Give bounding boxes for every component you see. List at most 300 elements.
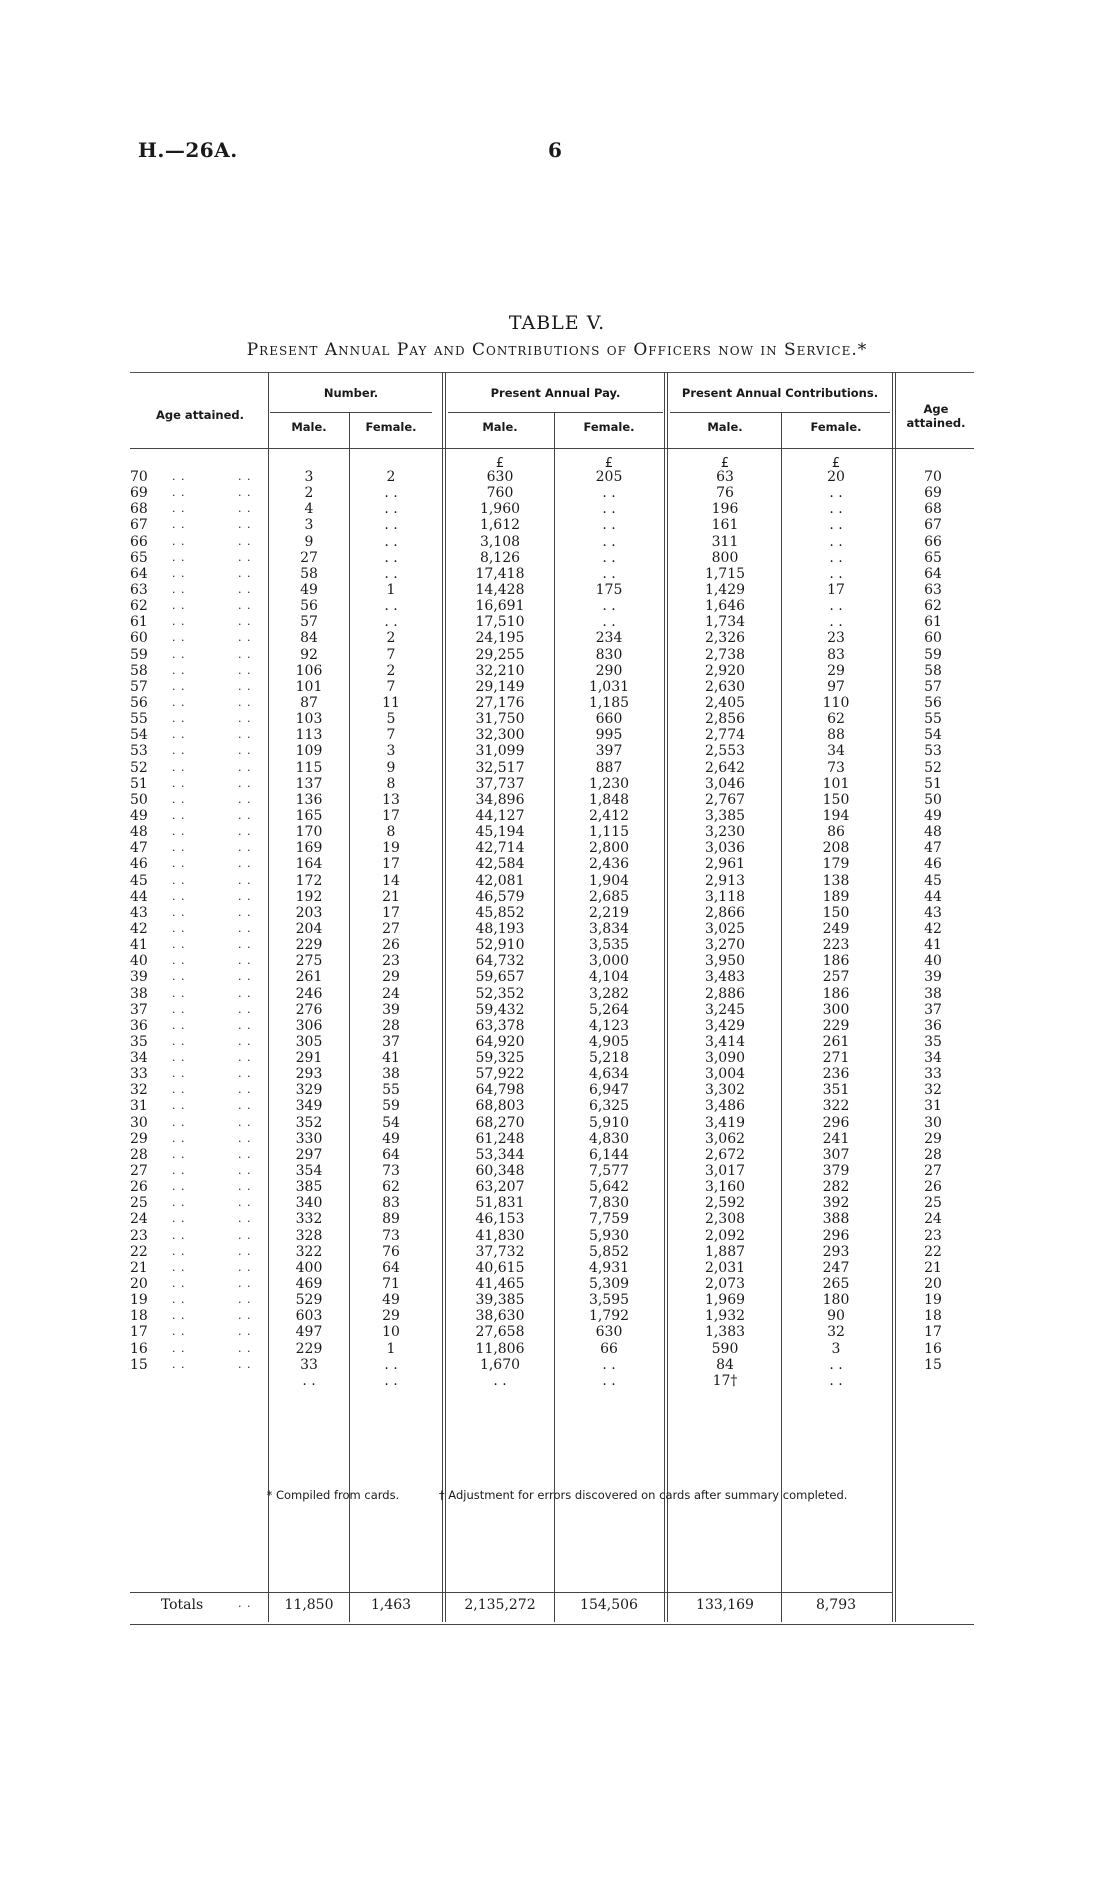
cell-age-right: 53 <box>924 743 942 760</box>
cell-age-right: 36 <box>924 1017 942 1034</box>
cell-contrib-male: 161 <box>711 517 739 534</box>
cell-pay-male: 37,737 <box>475 775 525 792</box>
cell-contrib-male: 1,383 <box>704 1324 746 1341</box>
cell-leader-dots: . . <box>238 970 252 984</box>
cell-leader-dots: . . <box>238 792 252 806</box>
currency-pay-female: £ <box>604 456 614 471</box>
footnote-star: * Compiled from cards. <box>266 1488 400 1502</box>
cell-leader-dots: . . <box>172 647 186 661</box>
cell-leader-dots: . . <box>238 679 252 693</box>
table-row <box>130 1018 974 1034</box>
cell-age-right: 46 <box>924 856 942 873</box>
cell-age-right: 60 <box>924 630 942 647</box>
cell-leader-dots: . . <box>172 695 186 709</box>
cell-number-female: 38 <box>382 1066 400 1083</box>
cell-leader-dots: . . <box>238 712 252 726</box>
cell-number-female: 39 <box>382 1001 400 1018</box>
cell-age: 29 <box>130 1130 148 1147</box>
header-age-attained: Age attained. <box>156 408 244 422</box>
cell-leader-dots: . . <box>238 647 252 661</box>
table-row <box>130 630 974 646</box>
cell-number-male: 275 <box>295 953 323 970</box>
cell-age-right: 48 <box>924 824 942 841</box>
cell-number-female: 41 <box>382 1050 400 1067</box>
cell-number-male: 385 <box>295 1179 323 1196</box>
cell-contrib-female: 379 <box>822 1163 850 1180</box>
cell-pay-male: 60,348 <box>475 1163 525 1180</box>
cell-age-right: 67 <box>924 517 942 534</box>
table-title: TABLE V. <box>508 312 606 334</box>
cell-pay-female: 630 <box>595 1324 623 1341</box>
cell-leader-dots: . . <box>172 728 186 742</box>
rule-number-group <box>270 412 432 413</box>
cell-contrib-female: 138 <box>822 872 850 889</box>
cell-contrib-female: 388 <box>822 1211 850 1228</box>
cell-contrib-male: 1,646 <box>704 598 746 615</box>
cell-age: 65 <box>130 549 148 566</box>
cell-leader-dots: . . <box>238 1357 252 1371</box>
cell-pay-male: 51,831 <box>475 1195 525 1212</box>
cell-age-right: 19 <box>924 1292 942 1309</box>
cell-pay-female: . . <box>602 517 616 534</box>
cell-number-male: 109 <box>295 743 323 760</box>
cell-number-female: . . <box>384 1356 398 1373</box>
cell-contrib-female: 73 <box>827 759 845 776</box>
cell-number-male: 246 <box>295 985 323 1002</box>
cell-leader-dots: . . <box>172 760 186 774</box>
cell-number-male: 113 <box>295 727 323 744</box>
cell-pay-female: 234 <box>595 630 623 647</box>
cell-number-female: . . <box>384 517 398 534</box>
cell-contrib-female: 261 <box>822 1033 850 1050</box>
cell-contrib-female: . . <box>829 614 843 631</box>
cell-pay-female: . . <box>602 1356 616 1373</box>
cell-leader-dots: . . <box>172 857 186 871</box>
cell-leader-dots: . . <box>238 954 252 968</box>
cell-leader-dots: . . <box>172 1196 186 1210</box>
cell-leader-dots: . . <box>172 470 186 483</box>
cell-contrib-male: 3,270 <box>704 937 746 954</box>
cell-leader-dots: . . <box>172 1180 186 1194</box>
cell-pay-male: 14,428 <box>475 581 525 598</box>
table-row <box>130 1098 974 1114</box>
cell-age-right: 49 <box>924 807 942 824</box>
cell-age: 24 <box>130 1211 148 1228</box>
cell-leader-dots: . . <box>238 486 252 500</box>
cell-pay-female: 1,904 <box>588 872 630 889</box>
cell-age-right: 20 <box>924 1276 942 1293</box>
cell-leader-dots: . . <box>238 1067 252 1081</box>
cell-leader-dots: . . <box>238 1083 252 1097</box>
cell-number-male: 330 <box>295 1130 323 1147</box>
cell-contrib-female: . . <box>829 549 843 566</box>
cell-contrib-female: 186 <box>822 953 850 970</box>
cell-pay-male: 16,691 <box>475 598 525 615</box>
cell-age-right: 35 <box>924 1033 942 1050</box>
cell-leader-dots: . . <box>172 1277 186 1291</box>
cell-number-female: . . <box>384 549 398 566</box>
cell-number-male: 469 <box>295 1276 323 1293</box>
cell-pay-male: 64,920 <box>475 1033 525 1050</box>
cell-contrib-female: 271 <box>822 1050 850 1067</box>
cell-leader-dots: . . <box>238 808 252 822</box>
cell-pay-male: 52,910 <box>475 937 525 954</box>
cell-number-male: 137 <box>295 775 323 792</box>
cell-number-male: 229 <box>295 937 323 954</box>
page-reference: H.—26A. <box>138 138 238 162</box>
cell-leader-dots: . . <box>238 470 252 483</box>
table-row <box>130 550 974 566</box>
header-pay-male: Male. <box>482 420 518 434</box>
cell-leader-dots: . . <box>172 663 186 677</box>
table-row <box>130 501 974 517</box>
cell-pay-male: 53,344 <box>475 1146 525 1163</box>
totals-row <box>130 1597 974 1619</box>
cell-age: 25 <box>130 1195 148 1212</box>
cell-pay-male: 41,830 <box>475 1227 525 1244</box>
cell-leader-dots: . . <box>172 825 186 839</box>
cell-contrib-male: 2,031 <box>704 1259 746 1276</box>
cell-age: 22 <box>130 1243 148 1260</box>
cell-age-right: 21 <box>924 1259 942 1276</box>
cell-contrib-male: 2,642 <box>704 759 746 776</box>
cell-pay-female: . . <box>602 565 616 582</box>
cell-contrib-male: 3,118 <box>704 888 746 905</box>
cell-contrib-male: 3,160 <box>704 1179 746 1196</box>
currency-pay-male: £ <box>495 456 505 471</box>
cell-pay-female: . . <box>602 533 616 550</box>
cell-number-female: 13 <box>382 791 400 808</box>
cell-leader-dots: . . <box>238 1341 252 1355</box>
cell-leader-dots: . . <box>172 1115 186 1129</box>
table-row <box>130 937 974 953</box>
cell-pay-female: . . <box>602 598 616 615</box>
cell-pay-male: 31,099 <box>475 743 525 760</box>
cell-number-male: 603 <box>295 1308 323 1325</box>
cell-number-male: . . <box>302 1372 316 1389</box>
cell-leader-dots: . . <box>238 502 252 516</box>
cell-pay-female: 175 <box>595 581 623 598</box>
cell-contrib-male: 3,036 <box>704 840 746 857</box>
cell-pay-female: 5,930 <box>588 1227 630 1244</box>
cell-pay-female: 5,852 <box>588 1243 630 1260</box>
cell-contrib-female: 241 <box>822 1130 850 1147</box>
cell-contrib-male: 2,073 <box>704 1276 746 1293</box>
cell-pay-female: . . <box>602 501 616 518</box>
cell-age: 41 <box>130 937 148 954</box>
cell-leader-dots: . . <box>238 582 252 596</box>
cell-contrib-male: 311 <box>711 533 739 550</box>
cell-leader-dots: . . <box>238 728 252 742</box>
cell-contrib-male: 3,429 <box>704 1017 746 1034</box>
cell-age-right: 42 <box>924 920 942 937</box>
cell-number-male: 291 <box>295 1050 323 1067</box>
table-row <box>130 905 974 921</box>
cell-age: 45 <box>130 872 148 889</box>
cell-leader-dots: . . <box>238 550 252 564</box>
cell-leader-dots: . . <box>238 1180 252 1194</box>
cell-number-male: 49 <box>300 581 318 598</box>
cell-age: 37 <box>130 1001 148 1018</box>
cell-age: 27 <box>130 1163 148 1180</box>
table-row <box>130 1211 974 1227</box>
table-row <box>130 614 974 630</box>
cell-leader-dots: . . <box>238 615 252 629</box>
cell-number-male: 204 <box>295 920 323 937</box>
cell-age: 15 <box>130 1356 148 1373</box>
cell-pay-female: 4,634 <box>588 1066 630 1083</box>
cell-contrib-female: 97 <box>827 678 845 695</box>
table-top-rule <box>130 372 974 373</box>
cell-leader-dots: . . <box>172 1051 186 1065</box>
table-row <box>130 986 974 1002</box>
cell-leader-dots: . . <box>172 1099 186 1113</box>
cell-leader-dots: . . <box>238 1196 252 1210</box>
cell-contrib-male: 3,483 <box>704 969 746 986</box>
cell-pay-female: . . <box>602 1372 616 1389</box>
cell-leader-dots: . . <box>238 663 252 677</box>
cell-contrib-male: 3,950 <box>704 953 746 970</box>
cell-number-male: 84 <box>300 630 318 647</box>
cell-pay-female: 1,792 <box>588 1308 630 1325</box>
header-present-annual-pay: Present Annual Pay. <box>490 386 621 400</box>
cell-leader-dots: . . <box>172 954 186 968</box>
table-row <box>130 743 974 759</box>
cell-leader-dots: . . <box>238 1115 252 1129</box>
table-row <box>130 856 974 872</box>
cell-pay-female: 3,595 <box>588 1292 630 1309</box>
cell-leader-dots: . . <box>172 1341 186 1355</box>
cell-pay-male: 42,714 <box>475 840 525 857</box>
cell-pay-female: 2,219 <box>588 904 630 921</box>
cell-pay-male: 63,378 <box>475 1017 525 1034</box>
cell-number-male: 229 <box>295 1340 323 1357</box>
cell-number-female: 17 <box>382 904 400 921</box>
cell-pay-male: 32,300 <box>475 727 525 744</box>
cell-age-right: 47 <box>924 840 942 857</box>
table-row <box>130 889 974 905</box>
header-contrib-female: Female. <box>810 420 862 434</box>
cell-number-male: 322 <box>295 1243 323 1260</box>
cell-contrib-female: 351 <box>822 1082 850 1099</box>
table-row <box>130 1147 974 1163</box>
cell-pay-male: 8,126 <box>479 549 521 566</box>
table-row <box>130 1082 974 1098</box>
cell-contrib-male: 2,767 <box>704 791 746 808</box>
cell-age-right: 57 <box>924 678 942 695</box>
cell-number-male: 192 <box>295 888 323 905</box>
cell-leader-dots: . . <box>238 889 252 903</box>
cell-pay-male: 39,385 <box>475 1292 525 1309</box>
cell-age-right: 38 <box>924 985 942 1002</box>
cell-contrib-female: 20 <box>827 469 845 485</box>
cell-pay-male: 64,798 <box>475 1082 525 1099</box>
cell-contrib-female: 296 <box>822 1227 850 1244</box>
cell-number-female: 17 <box>382 807 400 824</box>
cell-age: 47 <box>130 840 148 857</box>
cell-contrib-female: 247 <box>822 1259 850 1276</box>
cell-pay-male: 52,352 <box>475 985 525 1002</box>
cell-leader-dots: . . <box>238 1018 252 1032</box>
currency-contrib-female: £ <box>831 456 841 471</box>
cell-pay-male: 64,732 <box>475 953 525 970</box>
cell-leader-dots: . . <box>172 599 186 613</box>
cell-number-female: 3 <box>386 743 396 760</box>
cell-contrib-male: 3,046 <box>704 775 746 792</box>
cell-age: 52 <box>130 759 148 776</box>
table-row <box>130 1195 974 1211</box>
cell-contrib-male: 2,592 <box>704 1195 746 1212</box>
cell-leader-dots: . . <box>238 857 252 871</box>
cell-leader-dots: . . <box>172 712 186 726</box>
cell-pay-female: 1,031 <box>588 678 630 695</box>
cell-age-right: 52 <box>924 759 942 776</box>
cell-pay-female: 7,577 <box>588 1163 630 1180</box>
cell-contrib-male: 2,672 <box>704 1146 746 1163</box>
cell-contrib-male: 2,886 <box>704 985 746 1002</box>
cell-pay-male: 40,615 <box>475 1259 525 1276</box>
cell-number-male: 170 <box>295 824 323 841</box>
cell-leader-dots: . . <box>238 1260 252 1274</box>
cell-number-female: 1 <box>386 1340 396 1357</box>
cell-pay-male: 630 <box>486 469 514 485</box>
cell-leader-dots: . . <box>172 905 186 919</box>
cell-number-female: 2 <box>386 662 396 679</box>
table-row <box>130 485 974 501</box>
cell-age: 46 <box>130 856 148 873</box>
cell-contrib-female: 179 <box>822 856 850 873</box>
cell-leader-dots: . . <box>172 744 186 758</box>
cell-number-female: . . <box>384 533 398 550</box>
cell-pay-female: 4,905 <box>588 1033 630 1050</box>
totals-contrib-male: 133,169 <box>696 1597 754 1613</box>
cell-leader-dots: . . <box>172 1164 186 1178</box>
totals-dots: . . <box>238 1597 252 1610</box>
cell-age: 68 <box>130 501 148 518</box>
cell-number-female: 49 <box>382 1292 400 1309</box>
cell-number-female: 71 <box>382 1276 400 1293</box>
cell-leader-dots: . . <box>172 921 186 935</box>
cell-contrib-male: 1,887 <box>704 1243 746 1260</box>
cell-age-right: 25 <box>924 1195 942 1212</box>
cell-age-right: 69 <box>924 485 942 502</box>
cell-leader-dots: . . <box>172 1260 186 1274</box>
cell-number-female: 9 <box>386 759 396 776</box>
cell-number-female: 89 <box>382 1211 400 1228</box>
table-row <box>130 517 974 533</box>
cell-number-female: 27 <box>382 920 400 937</box>
cell-leader-dots: . . <box>172 1002 186 1016</box>
cell-age-right: 30 <box>924 1114 942 1131</box>
cell-number-female: . . <box>384 614 398 631</box>
rule-contrib-group <box>670 412 890 413</box>
header-age-attained-right: Age attained. <box>906 402 966 430</box>
cell-contrib-male: 196 <box>711 501 739 518</box>
table-row <box>130 921 974 937</box>
cell-pay-male: 27,658 <box>475 1324 525 1341</box>
cell-contrib-female: 208 <box>822 840 850 857</box>
cell-number-male: 276 <box>295 1001 323 1018</box>
cell-pay-female: 2,685 <box>588 888 630 905</box>
cell-pay-female: 6,144 <box>588 1146 630 1163</box>
cell-pay-male: 44,127 <box>475 807 525 824</box>
cell-number-female: 2 <box>386 469 396 485</box>
table-row <box>130 1179 974 1195</box>
cell-contrib-male: 17† <box>712 1372 738 1389</box>
cell-age-right: 40 <box>924 953 942 970</box>
header-contrib-male: Male. <box>707 420 743 434</box>
cell-number-female: . . <box>384 501 398 518</box>
cell-number-male: 3 <box>304 469 314 485</box>
cell-age: 43 <box>130 904 148 921</box>
cell-age-right: 59 <box>924 646 942 663</box>
cell-pay-female: 5,309 <box>588 1276 630 1293</box>
cell-contrib-female: . . <box>829 1356 843 1373</box>
cell-age-right: 26 <box>924 1179 942 1196</box>
cell-leader-dots: . . <box>238 1131 252 1145</box>
table-row <box>130 1244 974 1260</box>
cell-number-female: 7 <box>386 678 396 695</box>
cell-age: 63 <box>130 581 148 598</box>
cell-contrib-female: 257 <box>822 969 850 986</box>
cell-pay-female: 6,947 <box>588 1082 630 1099</box>
cell-age: 42 <box>130 920 148 937</box>
cell-contrib-male: 1,734 <box>704 614 746 631</box>
cell-contrib-male: 2,326 <box>704 630 746 647</box>
cell-pay-male: 760 <box>486 485 514 502</box>
cell-contrib-female: 296 <box>822 1114 850 1131</box>
cell-pay-female: 66 <box>600 1340 618 1357</box>
cell-age: 55 <box>130 711 148 728</box>
cell-age-right: 15 <box>924 1356 942 1373</box>
table-row <box>130 695 974 711</box>
cell-leader-dots: . . <box>238 1228 252 1242</box>
cell-leader-dots: . . <box>238 1002 252 1016</box>
cell-number-female: 73 <box>382 1227 400 1244</box>
cell-age: 50 <box>130 791 148 808</box>
cell-pay-male: 45,852 <box>475 904 525 921</box>
cell-age: 70 <box>130 469 148 485</box>
cell-contrib-male: 3,245 <box>704 1001 746 1018</box>
cell-leader-dots: . . <box>172 566 186 580</box>
cell-contrib-male: 84 <box>716 1356 734 1373</box>
cell-pay-female: . . <box>602 614 616 631</box>
cell-number-female: 26 <box>382 937 400 954</box>
table-row <box>130 969 974 985</box>
cell-leader-dots: . . <box>172 1212 186 1226</box>
cell-contrib-male: 3,230 <box>704 824 746 841</box>
cell-contrib-female: 392 <box>822 1195 850 1212</box>
cell-pay-female: 830 <box>595 646 623 663</box>
cell-contrib-female: 86 <box>827 824 845 841</box>
cell-contrib-female: 189 <box>822 888 850 905</box>
cell-number-female: 83 <box>382 1195 400 1212</box>
header-number-male: Male. <box>291 420 327 434</box>
cell-number-female: 1 <box>386 581 396 598</box>
cell-number-female: 19 <box>382 840 400 857</box>
totals-pay-female: 154,506 <box>580 1597 638 1613</box>
cell-number-male: 332 <box>295 1211 323 1228</box>
table-row <box>130 760 974 776</box>
table-row <box>130 1066 974 1082</box>
cell-number-female: 59 <box>382 1098 400 1115</box>
cell-leader-dots: . . <box>238 986 252 1000</box>
cell-pay-female: 4,830 <box>588 1130 630 1147</box>
totals-number-male: 11,850 <box>284 1597 334 1613</box>
cell-pay-female: 4,104 <box>588 969 630 986</box>
cell-age-right: 24 <box>924 1211 942 1228</box>
cell-number-male: 27 <box>300 549 318 566</box>
